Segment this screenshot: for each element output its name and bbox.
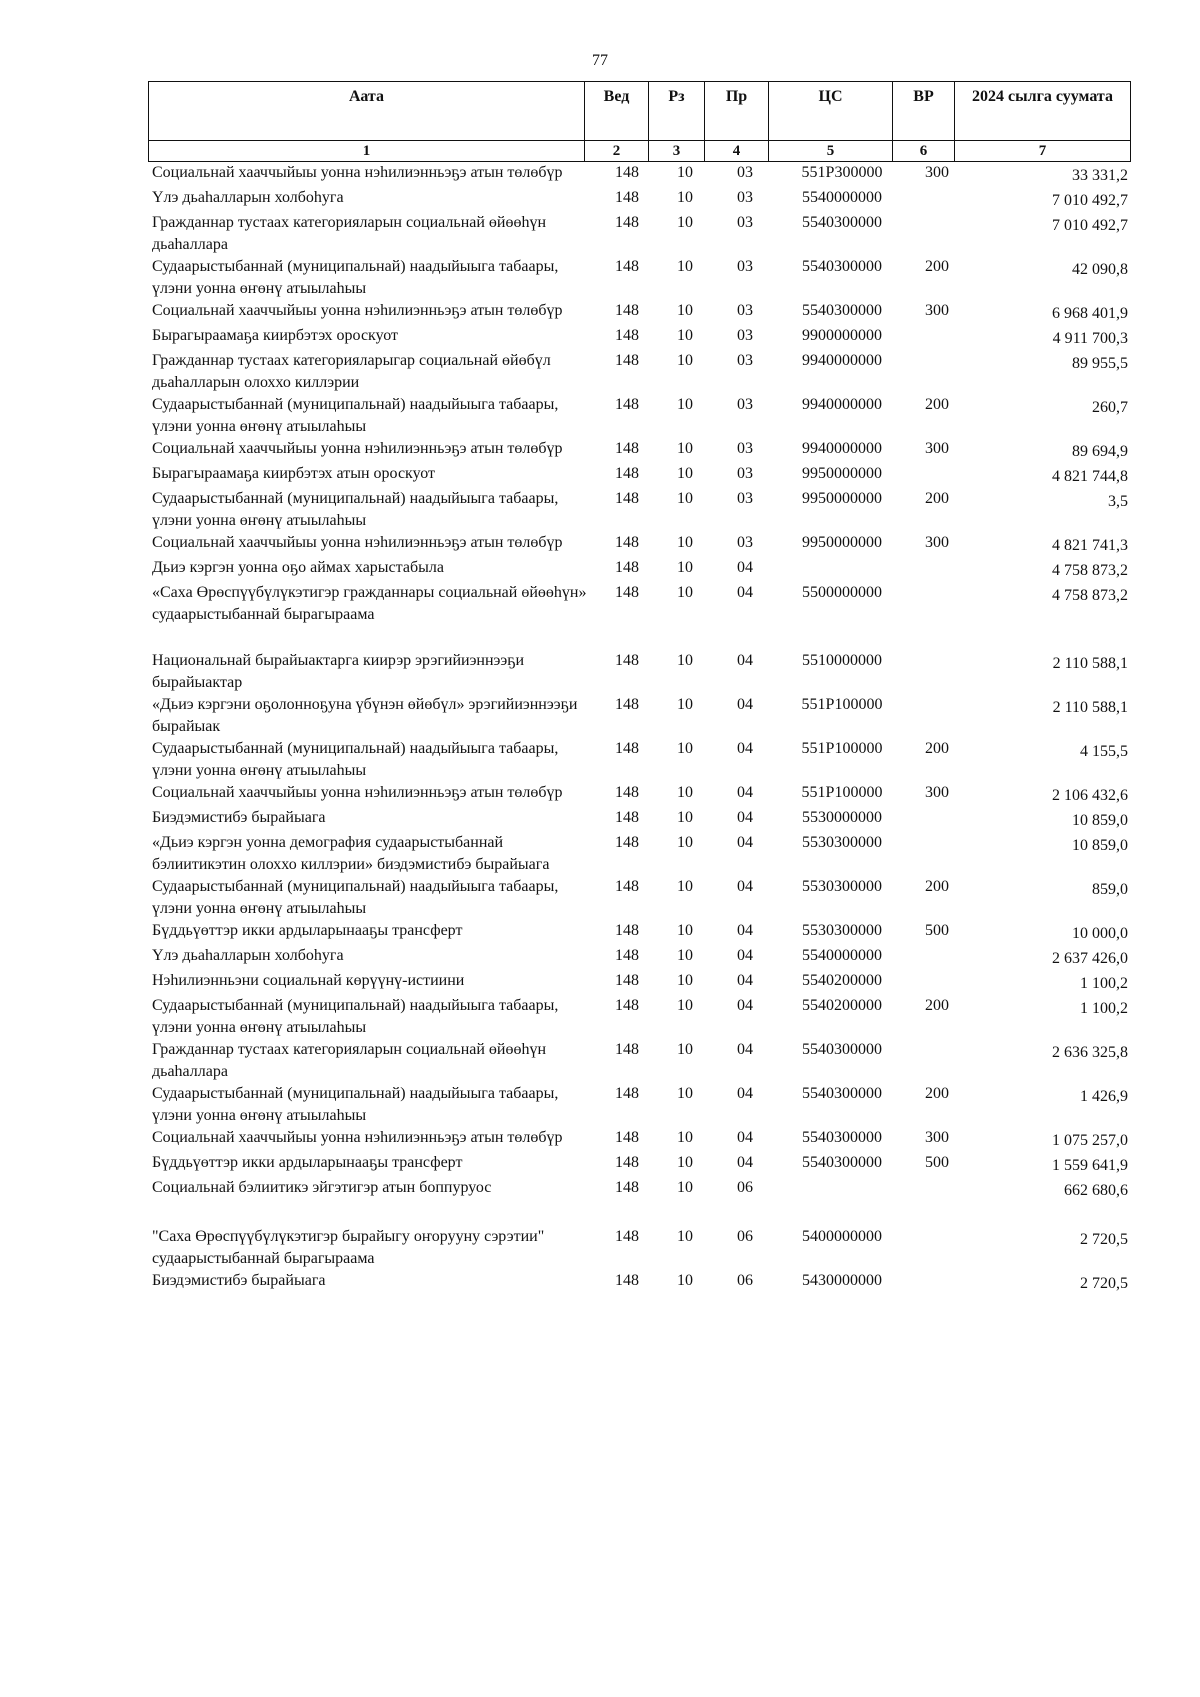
table-row — [148, 738, 1131, 782]
row-pr: 03 — [737, 214, 753, 231]
row-rz: 10 — [677, 972, 693, 989]
row-cs: 5540000000 — [802, 189, 882, 206]
row-cs: 5400000000 — [802, 1228, 882, 1245]
row-rz: 10 — [677, 1228, 693, 1245]
table-row — [148, 162, 1131, 187]
row-sum: 89 955,5 — [1072, 355, 1128, 372]
row-cs: 5540200000 — [802, 997, 882, 1014]
row-rz: 10 — [677, 440, 693, 457]
row-ved: 148 — [615, 164, 639, 181]
row-sum: 1 100,2 — [1080, 1000, 1128, 1017]
row-sum: 7 010 492,7 — [1052, 217, 1128, 234]
table-body — [148, 162, 1131, 1295]
table-header — [148, 81, 1131, 140]
row-sum: 89 694,9 — [1072, 443, 1128, 460]
table-row — [148, 1127, 1131, 1152]
row-vr — [908, 832, 966, 876]
row-pr: 04 — [737, 740, 753, 757]
table-row — [148, 1152, 1131, 1177]
row-pr: 03 — [737, 440, 753, 457]
row-rz: 10 — [677, 652, 693, 669]
row-ved: 148 — [615, 1228, 639, 1245]
row-rz: 10 — [677, 1129, 693, 1146]
row-name: Бырагыраамаҕа киирбэтэх атын ороскуот — [152, 465, 435, 482]
row-vr — [908, 945, 966, 970]
row-ved: 148 — [615, 652, 639, 669]
row-vr: 300 — [925, 440, 949, 457]
row-sum: 2 720,5 — [1080, 1231, 1128, 1248]
table-row — [148, 350, 1131, 394]
row-pr: 04 — [737, 1154, 753, 1171]
table-row — [148, 394, 1131, 438]
row-pr: 04 — [737, 784, 753, 801]
row-sum: 2 106 432,6 — [1052, 787, 1128, 804]
row-sum: 1 559 641,9 — [1052, 1157, 1128, 1174]
row-pr: 03 — [737, 490, 753, 507]
row-rz: 10 — [677, 352, 693, 369]
row-vr: 500 — [925, 1154, 949, 1171]
row-sum: 1 426,9 — [1080, 1088, 1128, 1105]
row-sum: 33 331,2 — [1072, 167, 1128, 184]
row-pr: 04 — [737, 922, 753, 939]
row-name: Судаарыстыбаннай (муниципальнай) наадыйыыга табаары, үлэни уонна өҥөнү атыылаһыы — [152, 878, 559, 917]
header-name: Аата — [149, 82, 585, 140]
header-sum: 2024 сылга суумата — [972, 88, 1113, 105]
row-vr: 300 — [925, 302, 949, 319]
row-rz: 10 — [677, 809, 693, 826]
row-cs: 551P300000 — [801, 164, 883, 181]
row-rz: 10 — [677, 189, 693, 206]
row-vr: 200 — [925, 997, 949, 1014]
row-pr: 06 — [737, 1272, 753, 1289]
row-name: Нэһилиэнньэни социальнай көрүүнү-истиини — [152, 972, 465, 989]
row-name: Социальнай хааччыйыы уонна нэһилиэнньэҕэ атын төлөбүр — [152, 784, 563, 801]
row-name: Социальнай бэлиитикэ эйгэтигэр атын боппуруос — [152, 1179, 492, 1196]
row-ved: 148 — [615, 972, 639, 989]
row-rz: 10 — [677, 534, 693, 551]
row-ved: 148 — [615, 440, 639, 457]
header-vr: ВР — [893, 82, 955, 140]
row-name: Социальнай хааччыйыы уонна нэһилиэнньэҕэ атын төлөбүр — [152, 164, 563, 181]
row-ved: 148 — [615, 878, 639, 895]
header-cs: ЦС — [769, 82, 893, 140]
row-ved: 148 — [615, 490, 639, 507]
row-pr: 03 — [737, 352, 753, 369]
row-vr — [908, 582, 966, 626]
table-row — [148, 463, 1131, 488]
row-vr — [908, 1270, 966, 1295]
table-row — [148, 256, 1131, 300]
header-rz: Рз — [649, 82, 705, 140]
table-row — [148, 945, 1131, 970]
row-name: Гражданнар тустаах категорияларын социальнай өйөөһүн дьаһаллара — [152, 214, 547, 253]
row-cs: 5530300000 — [802, 834, 882, 851]
column-number: 5 — [769, 141, 893, 161]
row-sum: 1 075 257,0 — [1052, 1132, 1128, 1149]
row-ved: 148 — [615, 1085, 639, 1102]
table-row — [148, 782, 1131, 807]
table-row — [148, 300, 1131, 325]
page-number: 77 — [592, 52, 608, 69]
row-sum: 4 821 744,8 — [1052, 468, 1128, 485]
row-ved: 148 — [615, 997, 639, 1014]
row-rz: 10 — [677, 878, 693, 895]
row-rz: 10 — [677, 490, 693, 507]
row-vr: 300 — [925, 534, 949, 551]
row-cs: 9950000000 — [802, 534, 882, 551]
row-pr: 04 — [737, 834, 753, 851]
row-pr: 04 — [737, 947, 753, 964]
row-cs: 551P100000 — [801, 784, 883, 801]
row-cs: 9950000000 — [802, 465, 882, 482]
row-cs: 5540000000 — [802, 947, 882, 964]
table-row — [148, 187, 1131, 212]
row-cs: 5540300000 — [802, 1154, 882, 1171]
row-cs: 5540300000 — [802, 1041, 882, 1058]
row-rz: 10 — [677, 740, 693, 757]
row-rz: 10 — [677, 784, 693, 801]
row-rz: 10 — [677, 584, 693, 601]
row-pr: 04 — [737, 997, 753, 1014]
row-vr: 200 — [925, 490, 949, 507]
row-cs — [776, 557, 908, 582]
table-row — [148, 694, 1131, 738]
row-ved: 148 — [615, 740, 639, 757]
row-rz: 10 — [677, 1154, 693, 1171]
row-pr: 03 — [737, 258, 753, 275]
row-ved: 148 — [615, 784, 639, 801]
row-rz: 10 — [677, 922, 693, 939]
row-name: Бүддьүөттэр икки ардыларынааҕы трансферт — [152, 922, 463, 939]
row-pr: 03 — [737, 534, 753, 551]
row-pr: 04 — [737, 1129, 753, 1146]
row-name: Социальнай хааччыйыы уонна нэһилиэнньэҕэ атын төлөбүр — [152, 1129, 563, 1146]
row-name: «Дьиэ кэргэн уонна демография судаарыстыбаннай бэлиитикэтин олоххо киллэрии» биэдэмистибэ бырайыага — [152, 834, 550, 873]
row-ved: 148 — [615, 1272, 639, 1289]
row-vr — [908, 694, 966, 738]
table-row — [148, 1039, 1131, 1083]
row-rz: 10 — [677, 947, 693, 964]
row-cs: 5530000000 — [802, 809, 882, 826]
row-name: «Дьиэ кэргэни оҕолонноҕуна үбүнэн өйөбүл» эрэгийиэннээҕи бырайыак — [152, 696, 578, 735]
row-sum: 42 090,8 — [1072, 261, 1128, 278]
row-sum: 10 859,0 — [1072, 837, 1128, 854]
row-pr: 04 — [737, 559, 753, 576]
row-ved: 148 — [615, 1041, 639, 1058]
row-ved: 148 — [615, 834, 639, 851]
row-sum: 4 758 873,2 — [1052, 562, 1128, 579]
row-ved: 148 — [615, 696, 639, 713]
row-sum: 1 100,2 — [1080, 975, 1128, 992]
table-row — [148, 1226, 1131, 1270]
row-rz: 10 — [677, 1272, 693, 1289]
row-cs: 9940000000 — [802, 440, 882, 457]
row-rz: 10 — [677, 1041, 693, 1058]
column-number: 7 — [1038, 143, 1047, 159]
row-name: Социальнай хааччыйыы уонна нэһилиэнньэҕэ атын төлөбүр — [152, 302, 563, 319]
row-rz: 10 — [677, 696, 693, 713]
row-vr: 200 — [925, 1085, 949, 1102]
row-cs: 5500000000 — [802, 584, 882, 601]
row-rz: 10 — [677, 164, 693, 181]
row-cs: 5530300000 — [802, 878, 882, 895]
table-row — [148, 650, 1131, 694]
row-sum: 4 821 741,3 — [1052, 537, 1128, 554]
column-number: 4 — [705, 141, 769, 161]
row-vr: 200 — [925, 878, 949, 895]
row-cs: 5540300000 — [802, 214, 882, 231]
row-rz: 10 — [677, 997, 693, 1014]
column-number: 1 — [149, 141, 585, 161]
row-vr — [908, 807, 966, 832]
row-vr — [908, 463, 966, 488]
row-vr — [908, 325, 966, 350]
row-ved: 148 — [615, 534, 639, 551]
row-cs: 5430000000 — [802, 1272, 882, 1289]
row-ved: 148 — [615, 352, 639, 369]
row-pr: 04 — [737, 809, 753, 826]
row-name: Социальнай хааччыйыы уонна нэһилиэнньэҕэ атын төлөбүр — [152, 440, 563, 457]
row-pr: 03 — [737, 189, 753, 206]
row-name: Социальнай хааччыйыы уонна нэһилиэнньэҕэ атын төлөбүр — [152, 534, 563, 551]
row-name: Үлэ дьаһалларын холбоһуга — [152, 947, 344, 964]
row-vr: 300 — [925, 164, 949, 181]
row-pr: 03 — [737, 302, 753, 319]
column-number: 6 — [893, 141, 955, 161]
header-pr: Пр — [705, 82, 769, 140]
row-pr: 03 — [737, 465, 753, 482]
table-row — [148, 582, 1131, 626]
row-cs: 5540300000 — [802, 1085, 882, 1102]
column-number-row — [148, 140, 1131, 162]
row-name: Биэдэмистибэ бырайыага — [152, 1272, 326, 1289]
row-vr — [908, 650, 966, 694]
header-ved: Вед — [585, 82, 649, 140]
table-row — [148, 557, 1131, 582]
row-rz: 10 — [677, 302, 693, 319]
row-name: Национальнай бырайыактарга киирэр эрэгийиэннээҕи бырайыактар — [152, 652, 525, 691]
row-cs: 9940000000 — [802, 396, 882, 413]
row-name: Гражданнар тустаах категорияларын социальнай өйөөһүн дьаһаллара — [152, 1041, 547, 1080]
row-pr: 04 — [737, 696, 753, 713]
column-number: 2 — [585, 141, 649, 161]
row-name: Судаарыстыбаннай (муниципальнай) наадыйыыга табаары, үлэни уонна өҥөнү атыылаһыы — [152, 740, 559, 779]
row-name: Бырагыраамаҕа киирбэтэх ороскуот — [152, 327, 398, 344]
row-rz: 10 — [677, 1085, 693, 1102]
row-vr — [908, 557, 966, 582]
row-pr: 04 — [737, 878, 753, 895]
row-ved: 148 — [615, 922, 639, 939]
row-sum: 2 636 325,8 — [1052, 1044, 1128, 1061]
column-number: 3 — [649, 141, 705, 161]
row-cs: 551P100000 — [801, 740, 883, 757]
row-pr: 04 — [737, 652, 753, 669]
row-sum: 4 758 873,2 — [1052, 587, 1128, 604]
row-ved: 148 — [615, 302, 639, 319]
row-sum: 859,0 — [1092, 881, 1128, 898]
row-sum: 2 110 588,1 — [1052, 655, 1128, 672]
row-ved: 148 — [615, 1179, 639, 1196]
row-name: "Саха Өрөспүүбүлүкэтигэр бырайыгу оҥорууну сэрэтии" судаарыстыбаннай бырагыраама — [152, 1228, 545, 1267]
row-vr — [908, 187, 966, 212]
row-vr — [908, 1039, 966, 1083]
row-ved: 148 — [615, 258, 639, 275]
row-rz: 10 — [677, 214, 693, 231]
row-vr — [908, 970, 966, 995]
row-sum: 260,7 — [1092, 399, 1128, 416]
row-pr: 03 — [737, 327, 753, 344]
table-row — [148, 876, 1131, 920]
row-name: Судаарыстыбаннай (муниципальнай) наадыйыыга табаары, үлэни уонна өҥөнү атыылаһыы — [152, 997, 559, 1036]
row-cs: 9900000000 — [802, 327, 882, 344]
table-row — [148, 1270, 1131, 1295]
budget-table — [148, 81, 1131, 1295]
row-name: «Саха Өрөспүүбүлүкэтигэр гражданнары социальнай өйөөһүн» судаарыстыбаннай бырагыраама — [152, 584, 587, 623]
table-row — [148, 212, 1131, 256]
row-name: Дьиэ кэргэн уонна оҕо аймах харыстабыла — [152, 559, 444, 576]
row-pr: 04 — [737, 1085, 753, 1102]
row-cs: 9940000000 — [802, 352, 882, 369]
row-vr: 200 — [925, 258, 949, 275]
row-pr: 04 — [737, 584, 753, 601]
row-name: Судаарыстыбаннай (муниципальнай) наадыйыыга табаары, үлэни уонна өҥөнү атыылаһыы — [152, 258, 559, 297]
table-row — [148, 532, 1131, 557]
row-vr — [908, 350, 966, 394]
row-ved: 148 — [615, 1154, 639, 1171]
row-cs: 5540300000 — [802, 302, 882, 319]
row-pr: 04 — [737, 972, 753, 989]
row-rz: 10 — [677, 396, 693, 413]
row-cs: 5540300000 — [802, 258, 882, 275]
row-ved: 148 — [615, 559, 639, 576]
row-sum: 662 680,6 — [1064, 1182, 1128, 1199]
table-row — [148, 1083, 1131, 1127]
row-ved: 148 — [615, 214, 639, 231]
row-cs: 5510000000 — [802, 652, 882, 669]
row-rz: 10 — [677, 327, 693, 344]
row-cs — [776, 1177, 908, 1202]
row-pr: 06 — [737, 1228, 753, 1245]
row-cs: 5540200000 — [802, 972, 882, 989]
row-ved: 148 — [615, 327, 639, 344]
table-row — [148, 832, 1131, 876]
table-row — [148, 807, 1131, 832]
row-vr: 200 — [925, 396, 949, 413]
row-sum: 10 859,0 — [1072, 812, 1128, 829]
row-pr: 03 — [737, 396, 753, 413]
row-sum: 7 010 492,7 — [1052, 192, 1128, 209]
row-sum: 2 110 588,1 — [1052, 699, 1128, 716]
row-ved: 148 — [615, 809, 639, 826]
table-row — [148, 1177, 1131, 1202]
table-row — [148, 970, 1131, 995]
row-name: Бүддьүөттэр икки ардыларынааҕы трансферт — [152, 1154, 463, 1171]
row-cs: 5530300000 — [802, 922, 882, 939]
row-vr — [908, 1226, 966, 1270]
row-cs: 9950000000 — [802, 490, 882, 507]
table-row — [148, 438, 1131, 463]
row-name: Судаарыстыбаннай (муниципальнай) наадыйыыга табаары, үлэни уонна өҥөнү атыылаһыы — [152, 490, 559, 529]
row-ved: 148 — [615, 189, 639, 206]
row-ved: 148 — [615, 1129, 639, 1146]
row-vr: 300 — [925, 1129, 949, 1146]
row-sum: 10 000,0 — [1072, 925, 1128, 942]
row-vr: 300 — [925, 784, 949, 801]
row-name: Судаарыстыбаннай (муниципальнай) наадыйыыга табаары, үлэни уонна өҥөнү атыылаһыы — [152, 1085, 559, 1124]
row-ved: 148 — [615, 947, 639, 964]
row-vr — [908, 1177, 966, 1202]
row-rz: 10 — [677, 559, 693, 576]
row-ved: 148 — [615, 465, 639, 482]
row-cs: 5540300000 — [802, 1129, 882, 1146]
row-rz: 10 — [677, 258, 693, 275]
row-vr: 200 — [925, 740, 949, 757]
row-cs: 551P100000 — [801, 696, 883, 713]
row-name: Биэдэмистибэ бырайыага — [152, 809, 326, 826]
row-sum: 2 720,5 — [1080, 1275, 1128, 1292]
row-sum: 6 968 401,9 — [1052, 305, 1128, 322]
row-vr — [908, 212, 966, 256]
table-row — [148, 325, 1131, 350]
row-name: Үлэ дьаһалларын холбоһуга — [152, 189, 344, 206]
row-name: Гражданнар тустаах категорияларыгар социальнай өйөбүл дьаһалларын олоххо киллэрии — [152, 352, 551, 391]
row-rz: 10 — [677, 465, 693, 482]
table-row — [148, 920, 1131, 945]
row-pr: 04 — [737, 1041, 753, 1058]
row-sum: 2 637 426,0 — [1052, 950, 1128, 967]
table-row — [148, 488, 1131, 532]
row-pr: 06 — [737, 1179, 753, 1196]
table-row — [148, 995, 1131, 1039]
row-sum: 3,5 — [1108, 493, 1128, 510]
row-pr: 03 — [737, 164, 753, 181]
row-name: Судаарыстыбаннай (муниципальнай) наадыйыыга табаары, үлэни уонна өҥөнү атыылаһыы — [152, 396, 559, 435]
row-rz: 10 — [677, 1179, 693, 1196]
row-sum: 4 911 700,3 — [1052, 330, 1128, 347]
row-vr: 500 — [925, 922, 949, 939]
row-ved: 148 — [615, 396, 639, 413]
row-rz: 10 — [677, 834, 693, 851]
row-ved: 148 — [615, 584, 639, 601]
row-sum: 4 155,5 — [1080, 743, 1128, 760]
